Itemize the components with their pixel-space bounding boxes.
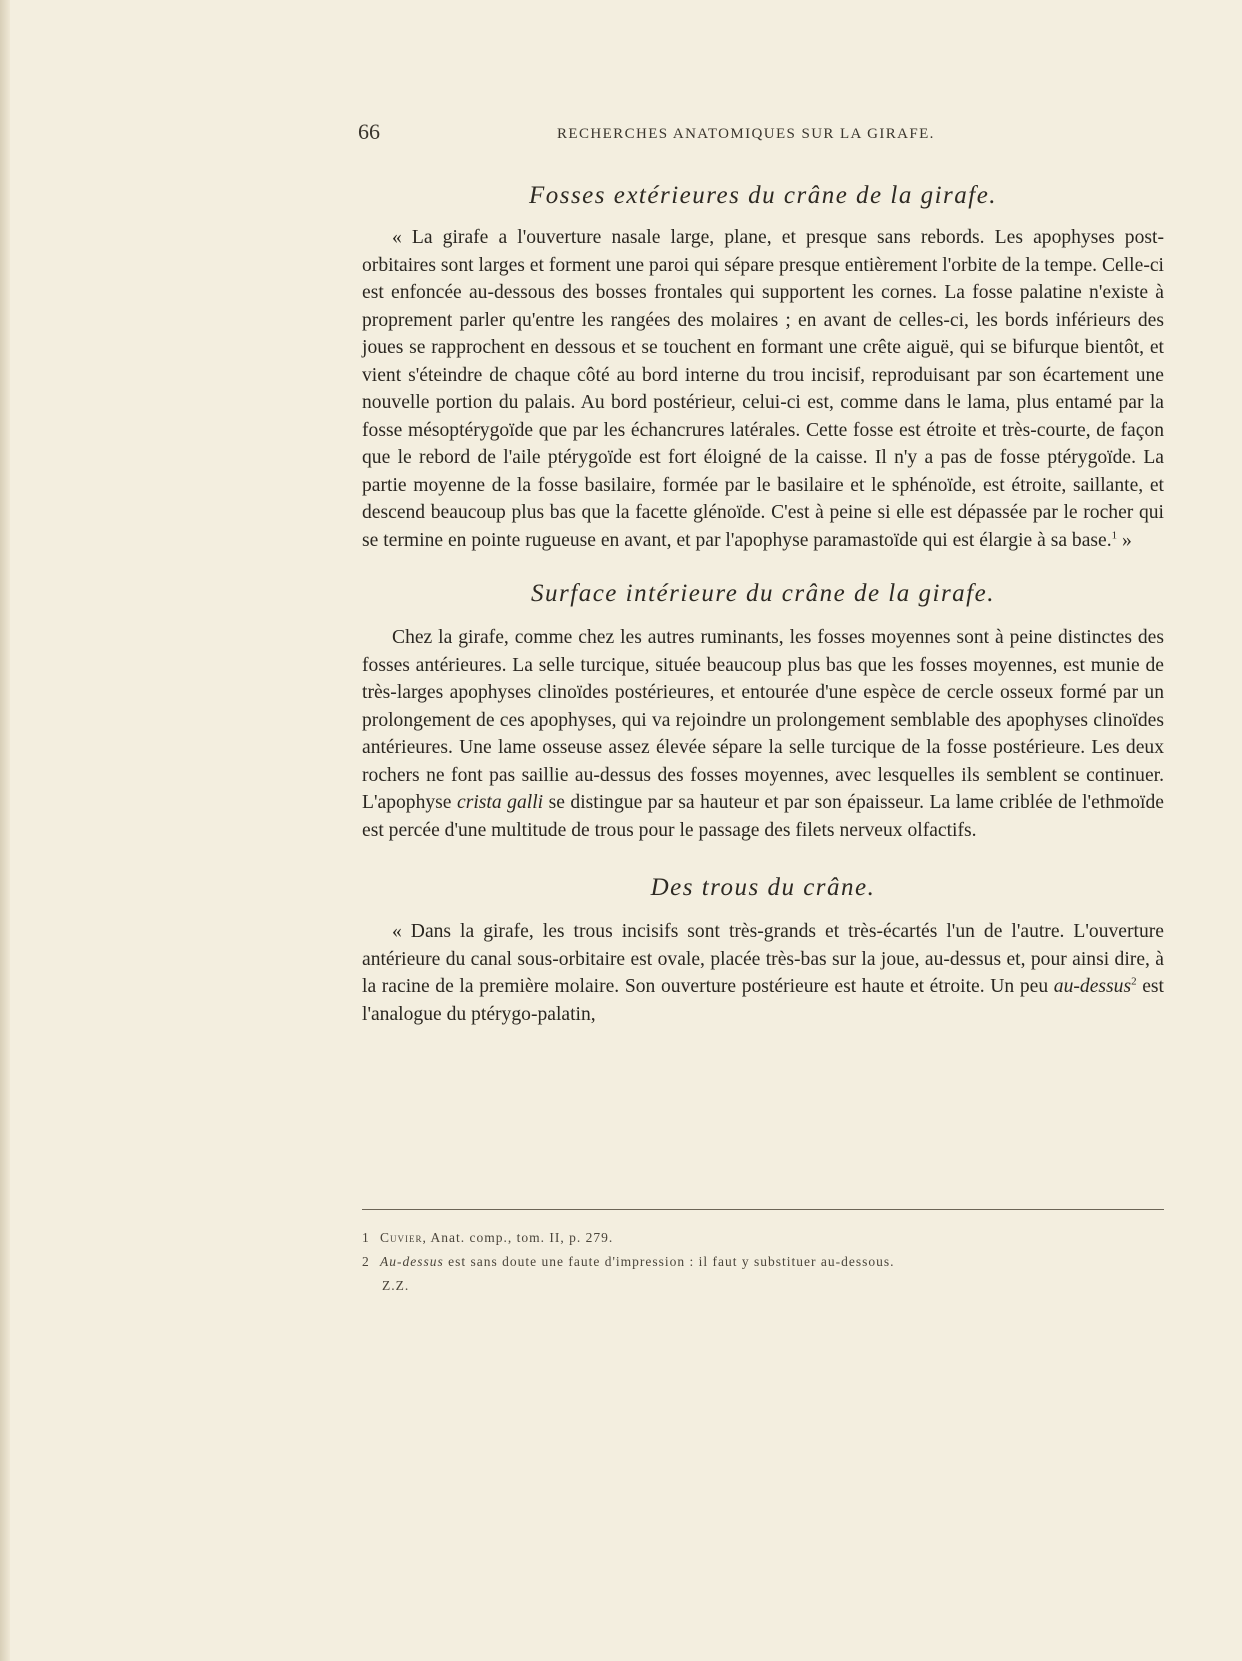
paragraph-text: Chez la girafe, comme chez les autres ruminants, les fosses moyennes sont à peine distinctes des fosses antérieures. La selle turcique, située beaucoup plus bas que les fosses moyennes, est munie de très-larges apophyses clinoïdes postérieures, et entourée d'une espèce de cercle osseux formé par un prolongement de ces apophyses, qui va rejoindre un prolongement semblable des apophyses clinoïdes antérieures. Une lame osseuse assez élevée sépare la selle turcique de la fosse postérieure. Les deux rochers ne font pas saillie au-dessus des fosses moyennes, avec lesquelles ils semblent se continuer. L'apophyse	[362, 627, 1164, 813]
footnote-signature: Z.Z.	[382, 1278, 410, 1293]
footnote-rule	[362, 1209, 1164, 1210]
section-title-trous-du-crane: Des trous du crâne.	[650, 874, 876, 901]
closing-quote: »	[1117, 529, 1132, 551]
paragraph-surface-interieure	[362, 624, 1164, 844]
paragraph-text: se distingue par sa hauteur et par son épaisseur. La lame criblée de l'ethmoïde est percée d'une multitude de trous pour le passage des filets nerveux olfactifs.	[362, 792, 1164, 841]
running-title: RECHERCHES ANATOMIQUES SUR LA GIRAFE.	[557, 126, 935, 142]
footnote-number: 2	[362, 1254, 370, 1269]
footnotes	[362, 1226, 1164, 1298]
italic-term: crista galli	[457, 792, 544, 813]
text-column	[362, 180, 1164, 1028]
footnote-number: 1	[362, 1230, 370, 1245]
page-number: 66	[358, 119, 380, 144]
footnote-2	[362, 1250, 1164, 1274]
italic-term: au-dessus	[1053, 976, 1132, 997]
paragraph-fosses-exterieures	[362, 224, 1164, 554]
footnote-ref-1[interactable]: 1	[1111, 528, 1118, 541]
section-title-surface-interieure: Surface intérieure du crâne de la girafe.	[531, 580, 995, 607]
paragraph-text: est l'analogue du ptérygo-palatin,	[362, 976, 1164, 1025]
paragraph-text: « La girafe a l'ouverture nasale large, plane, et presque sans rebords. Les apophyses post-orbitaires sont larges et forment une paroi qui sépare presque entièrement l'orbite de la tempe. Celle-ci est enfoncée au-dessous des bosses frontales qui supportent les cornes. La fosse palatine n'existe à proprement parler qu'entre les rangées des molaires ; en avant de celles-ci, les bords inférieurs des joues se rapprochent en dessous et se touchent en formant une crête aiguë, qui se bifurque bientôt, et vient s'éteindre de chaque côté au bord interne du trou incisif, reproduisant par son écartement une nouvelle portion du palais. Au bord postérieur, celui-ci est, comme dans le lama, plus entamé par la fosse mésoptérygoïde que par les échancrures latérales. Cette fosse est étroite et très-courte, de façon que le rebord de l'aile ptérygoïde est fort éloigné de la caisse. Il n'y a pas de fosse ptérygoïde. La partie moyenne de la fosse basilaire, formée par le basilaire et le sphénoïde, est étroite, saillante, et descend beaucoup plus bas que la facette glénoïde. C'est à peine si elle est dépassée par le rocher qui se termine en pointe rugueuse en avant, et par l'apophyse paramastoïde qui est élargie à sa base.	[362, 227, 1164, 551]
footnote-text: , Anat. comp., tom. II, p. 279.	[422, 1230, 614, 1245]
footnote-text: est sans doute une faute d'impression : il faut y substituer au-dessous.	[443, 1254, 895, 1269]
footnote-author: Cuvier	[380, 1230, 423, 1245]
footnote-1	[362, 1226, 1164, 1250]
binding-edge	[0, 0, 10, 1661]
paragraph-text: « Dans la girafe, les trous incisifs sont très-grands et très-écartés l'un de l'autre. L'ouverture antérieure du canal sous-orbitaire est ovale, placée très-bas sur la joue, au-dessus et, pour ainsi dire, à la racine de la première molaire. Son ouverture postérieure est haute et étroite. Un peu	[362, 921, 1164, 997]
section-title-fosses-exterieures: Fosses extérieures du crâne de la girafe.	[528, 182, 998, 209]
footnote-italic: Au-dessus	[380, 1254, 444, 1269]
footnote-ref-2[interactable]: 2	[1131, 975, 1137, 988]
paragraph-trous-du-crane	[362, 918, 1164, 1028]
